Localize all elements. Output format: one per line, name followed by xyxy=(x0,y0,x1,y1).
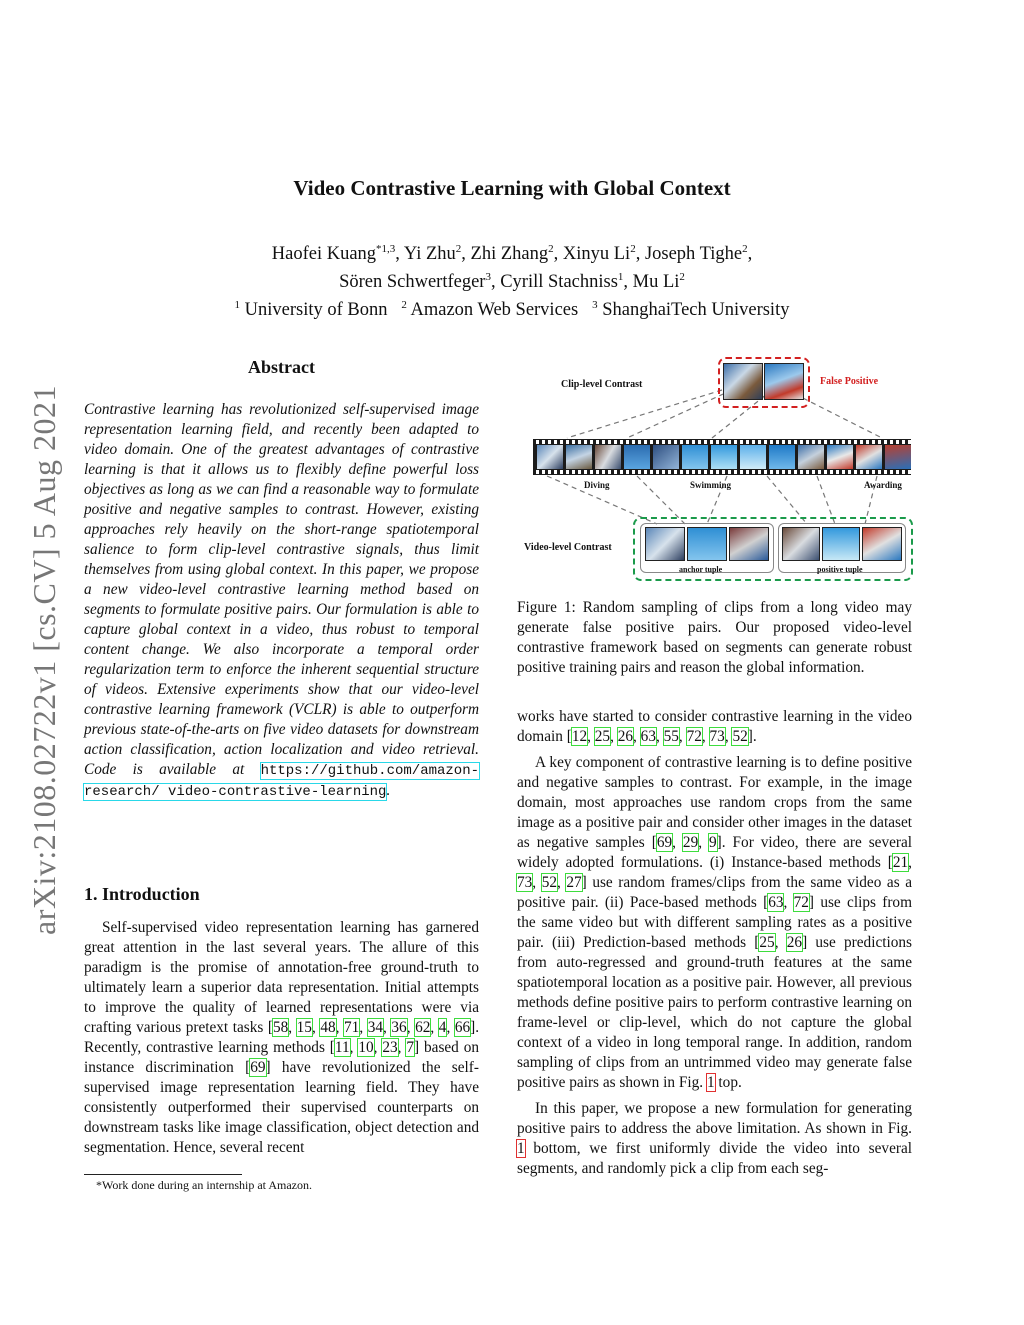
citation-link[interactable]: 10 xyxy=(358,1039,374,1056)
figure-ref-link[interactable]: 1 xyxy=(706,1074,715,1091)
abstract-body xyxy=(84,400,479,802)
affiliation-name: Amazon Web Services xyxy=(406,300,579,321)
author-name: Zhi Zhang xyxy=(470,244,549,265)
citation-link[interactable]: 27 xyxy=(566,874,582,891)
citation-link[interactable]: 48 xyxy=(320,1019,336,1036)
citation-link[interactable]: 73 xyxy=(517,874,533,891)
clip-level-label: Clip-level Contrast xyxy=(561,379,643,390)
citation-link[interactable]: 4 xyxy=(438,1019,447,1036)
false-positive-clip-2 xyxy=(764,363,804,400)
positive-clip-1 xyxy=(782,527,820,561)
citation-link[interactable]: 73 xyxy=(709,728,725,745)
right-paragraph-1: works have started to consider contrastive learning in the video domain [12, 25, 26, 63, 55, 72, 73, 52]. xyxy=(517,708,912,745)
author-affiliation-mark: 2 xyxy=(679,271,685,284)
arxiv-stamp xyxy=(18,360,68,940)
video-level-label: Video-level Contrast xyxy=(524,542,612,553)
citation-link[interactable]: 15 xyxy=(296,1019,312,1036)
segment-label-swimming: Swimming xyxy=(690,480,732,490)
citation-link[interactable]: 62 xyxy=(415,1019,431,1036)
citation-link[interactable]: 23 xyxy=(382,1039,398,1056)
affiliation-mark: 2 xyxy=(401,299,407,312)
citation-link[interactable]: 25 xyxy=(759,934,775,951)
author-line-2: Sören Schwertfeger$^3$, Cyrill Stachniss$^1$, Mu Li$^2$ xyxy=(339,271,685,293)
citation-link[interactable]: 66 xyxy=(454,1019,471,1036)
author-name: Haofei Kuang xyxy=(271,244,377,265)
section-heading-introduction: 1. Introduction xyxy=(84,884,200,904)
author-affiliation-mark: 2 xyxy=(742,243,748,255)
affiliation-mark: 3 xyxy=(592,299,598,312)
author-affiliation-mark: 2 xyxy=(630,243,636,255)
segment-label-diving: Diving xyxy=(584,480,610,490)
figure-1 xyxy=(517,352,917,584)
affiliation-name: ShanghaiTech University xyxy=(597,300,790,321)
paper-title: Video Contrastive Learning with Global Context xyxy=(293,176,731,200)
author-name: Sören Schwertfeger xyxy=(339,272,486,293)
figure-1-caption: Figure 1: Random sampling of clips from a long video may generate false positive pairs. Our proposed video-level contrastive framework based on segments can generate robust positive training pairs and reason the global information. xyxy=(517,599,912,676)
author-name: Yi Zhu xyxy=(403,244,456,265)
false-positive-label: False Positive xyxy=(820,376,879,387)
intro-paragraph: Self-supervised video representation learning has garnered great attention in the last several years. The allure of this paradigm is the promise of annotation-free ground-truth to ultimately learn a superior data representation. Initial attempts to improve the quality of learned representations were via crafting various pretext tasks [58, 15, 48, 71, 34, 36, 62, 4, 66]. Recently, contrastive learning methods [11, 10, 23, 7] based on instance discrimination [69] have revolutionized the self-supervised image representation learning field. They have consistently outperformed their supervised counterparts on downstream tasks like image classification, object detection and segmentation. Hence, several recent xyxy=(84,919,480,1156)
intro-column xyxy=(84,918,479,1158)
code-link[interactable]: https://github.com/amazon-research/ video-contrastive-learning xyxy=(84,763,479,800)
citation-link[interactable]: 12 xyxy=(571,728,588,745)
citation-link[interactable]: 71 xyxy=(344,1019,360,1036)
segment-label-awarding: Awarding xyxy=(864,480,902,490)
arxiv-id: arXiv:2108.02722v1 [cs.CV] 5 Aug 2021 xyxy=(26,384,62,935)
citation-link[interactable]: 58 xyxy=(272,1019,289,1036)
citation-link[interactable]: 9 xyxy=(709,834,717,851)
affiliation-line xyxy=(0,294,1024,322)
author-name: Joseph Tighe xyxy=(644,244,743,265)
author-affiliation-mark: 2 xyxy=(548,243,554,255)
author-name: Mu Li xyxy=(632,272,680,293)
right-paragraph-3: In this paper, we propose a new formulation for generating positive pairs to address the above limitation. As shown in Fig. 1 bottom, we first uniformly divide the video into several segments, and randomly pick a clip from each seg- xyxy=(517,1100,912,1177)
footnote-rule xyxy=(84,1174,242,1175)
citation-link[interactable]: 52 xyxy=(732,728,748,745)
anchor-clip-2 xyxy=(687,527,727,561)
citation-link[interactable]: 63 xyxy=(768,894,784,911)
affiliation-mark: 1 xyxy=(234,299,241,312)
author-affiliation-mark: 1 xyxy=(617,271,624,284)
anchor-clip-3 xyxy=(729,527,769,561)
citation-link[interactable]: 34 xyxy=(367,1019,384,1036)
footnote: *Work done during an internship at Amazon. xyxy=(96,1178,312,1192)
citation-link[interactable]: 21 xyxy=(892,854,909,871)
author-name: Xinyu Li xyxy=(562,244,631,265)
abstract-tail: . xyxy=(386,782,391,799)
citation-link[interactable]: 55 xyxy=(663,728,679,745)
citation-link[interactable]: 69 xyxy=(250,1059,266,1076)
author-name: Cyrill Stachniss xyxy=(500,272,618,293)
right-paragraph-2: A key component of contrastive learning is to define positive and negative samples to contrast. For example, in the image domain, most approaches use random crops from the same image as a positive pair and consider other images in the dataset as negative samples [69, 29, 9]. For video, there are several widely adopted formulations. (i) Instance-based methods [21, 73, 52, 27] use random frames/clips from the same video as a positive pair. (ii) Pace-based methods [63, 72] use clips from the same video but with different sampling rates as a positive pair. (iii) Prediction-based methods [25, 26] use predictions from auto-regressed and ground-truth features at the same spatiotemporal location as a positive pair. However, all previous methods define positive pairs to perform contrastive learning on frame-level or clip-level, which do not capture the global context of a video in long temporal range. In addition, random sampling of clips from an untrimmed video may generate false positive pairs as shown in Fig. 1 top. xyxy=(517,754,913,1091)
abstract-heading: Abstract xyxy=(248,357,315,377)
video-filmstrip xyxy=(533,439,911,475)
citation-link[interactable]: 26 xyxy=(617,728,634,745)
citation-link[interactable]: 11 xyxy=(334,1039,350,1056)
citation-link[interactable]: 7 xyxy=(406,1039,415,1056)
false-positive-clip-1 xyxy=(723,363,763,400)
author-block xyxy=(0,238,1024,322)
figure-ref-link[interactable]: 1 xyxy=(517,1140,525,1157)
citation-link[interactable]: 69 xyxy=(656,834,673,851)
citation-link[interactable]: 52 xyxy=(541,874,557,891)
right-column xyxy=(517,707,912,1179)
positive-tuple-label: positive tuple xyxy=(817,565,863,574)
citation-link[interactable]: 63 xyxy=(640,728,656,745)
positive-clip-2 xyxy=(822,527,860,561)
citation-link[interactable]: 26 xyxy=(786,934,803,951)
abstract-text: Contrastive learning has revolutionized self-supervised image representation learning field, and recently been adapted to video domain. One of the greatest advantages of contrastive learning is that it allows us to flexibly define powerful loss objectives as long as we can find a reasonable way to formulate positive and negative samples to contrast. However, existing approaches rely heavily on the short-range spatiotemporal salience to form clip-level contrastive signals, thus limit themselves from using global context. In this paper, we propose a new video-level contrastive learning method based on segments to formulate positive pairs. Our formulation is able to capture global context in a video, thus robust to temporal content change. We also incorporate a temporal order regularization term to enforce the inherent sequential structure of videos. Extensive experiments show that our video-level contrastive learning framework (VCLR) is able to outperform previous state-of-the-arts on five video datasets for downstream action classification, action localization and video retrieval. Code is available at xyxy=(84,401,479,778)
author-affiliation-mark: 3 xyxy=(485,271,491,284)
anchor-tuple-label: anchor tuple xyxy=(679,565,723,574)
author-affiliation-mark: *1,3 xyxy=(376,243,396,255)
author-affiliation-mark: 2 xyxy=(455,243,462,255)
anchor-clip-1 xyxy=(645,527,685,561)
citation-link[interactable]: 36 xyxy=(391,1019,407,1036)
citation-link[interactable]: 25 xyxy=(594,728,611,745)
author-line-1: Haofei Kuang$^{*1,3}$, Yi Zhu$^2$, Zhi Zhang$^2$, Xinyu Li$^2$, Joseph Tighe$^2$, xyxy=(271,243,753,265)
positive-clip-3 xyxy=(862,527,902,561)
citation-link[interactable]: 29 xyxy=(682,834,699,851)
affiliation-name: University of Bonn xyxy=(240,300,388,321)
citation-link[interactable]: 72 xyxy=(686,728,702,745)
citation-link[interactable]: 72 xyxy=(793,894,809,911)
